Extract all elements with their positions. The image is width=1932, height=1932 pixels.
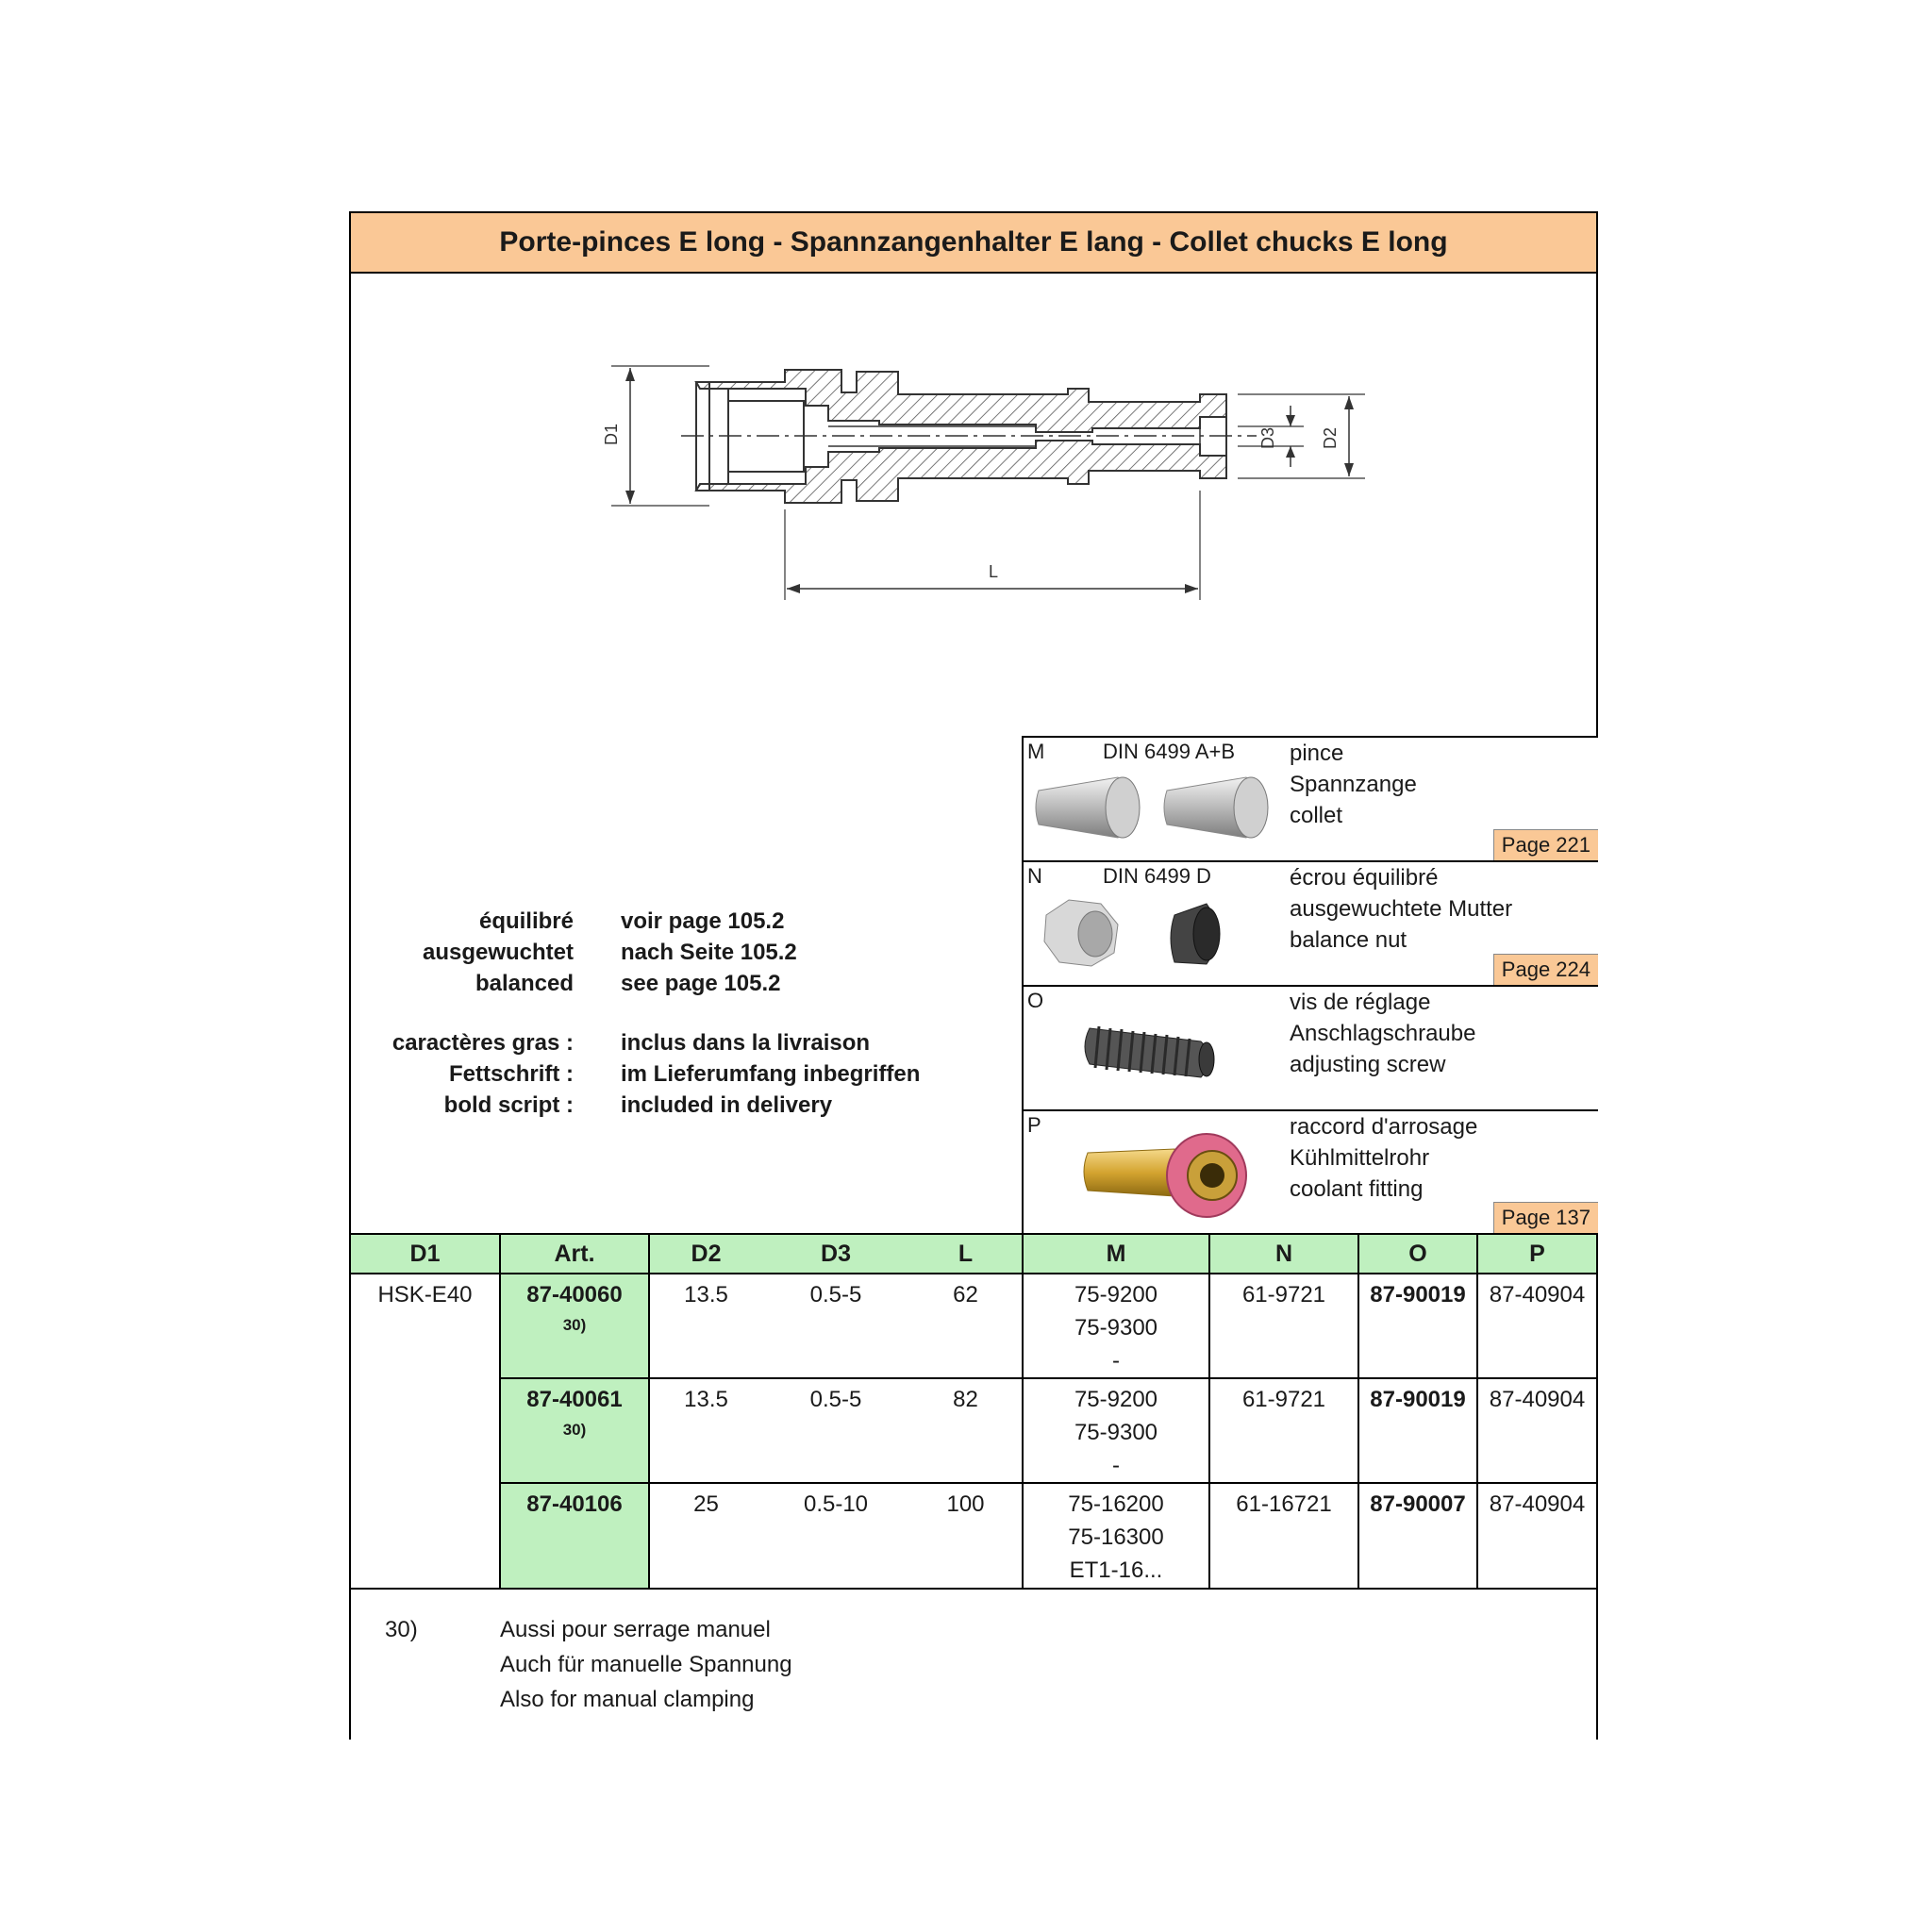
- cell-p: 87-40904: [1477, 1483, 1596, 1589]
- accessory-letter: P: [1027, 1113, 1041, 1137]
- note-label: ausgewuchtet: [422, 940, 574, 965]
- cell-o: 87-90019: [1358, 1274, 1477, 1378]
- desc-line: coolant fitting: [1290, 1176, 1424, 1202]
- collet-icon: [1033, 770, 1278, 845]
- d3-label: D3: [1258, 426, 1277, 449]
- cell-d2: 13.5: [649, 1378, 762, 1483]
- accessory-o: [1022, 985, 1598, 1111]
- table-row: [351, 1483, 1596, 1589]
- desc-line: raccord d'arrosage: [1290, 1114, 1478, 1140]
- article-number: 87-40106: [526, 1491, 623, 1517]
- nut-icon: [1042, 896, 1231, 972]
- header-d2: D2: [649, 1234, 762, 1274]
- m-value: 75-9300: [1074, 1420, 1158, 1445]
- cell-art[interactable]: [500, 1483, 649, 1589]
- accessory-desc: [1290, 987, 1475, 1080]
- desc-line: adjusting screw: [1290, 1052, 1446, 1077]
- m-value: 75-9200: [1074, 1387, 1158, 1412]
- page-reference[interactable]: Page 224: [1493, 954, 1598, 985]
- note-value: nach Seite 105.2: [621, 940, 797, 965]
- cell-n: 61-9721: [1209, 1274, 1358, 1378]
- header-d1: D1: [351, 1234, 500, 1274]
- cell-d1: HSK-E40: [351, 1274, 500, 1589]
- accessory-desc: [1290, 862, 1512, 956]
- balanced-values: [621, 906, 797, 999]
- article-number: 87-40061: [526, 1387, 623, 1412]
- cell-l: 100: [909, 1483, 1023, 1589]
- desc-line: écrou équilibré: [1290, 865, 1439, 891]
- note-label: Fettschrift :: [449, 1061, 574, 1087]
- header-m: M: [1023, 1234, 1209, 1274]
- cell-o: 87-90019: [1358, 1378, 1477, 1483]
- accessory-p: [1022, 1109, 1598, 1235]
- accessory-letter: O: [1027, 989, 1044, 1012]
- cell-d2: 25: [649, 1483, 762, 1589]
- screw-icon: [1080, 1009, 1231, 1094]
- accessory-m: [1022, 736, 1598, 862]
- bold-values: [621, 1027, 920, 1121]
- cell-d2: 13.5: [649, 1274, 762, 1378]
- note-value: inclus dans la livraison: [621, 1030, 871, 1056]
- note-label: caractères gras :: [391, 1030, 574, 1056]
- catalog-sheet: [349, 211, 1598, 1740]
- header-o: O: [1358, 1234, 1477, 1274]
- footnote-line: Aussi pour serrage manuel: [500, 1617, 771, 1642]
- cell-p: 87-40904: [1477, 1274, 1596, 1378]
- desc-line: Anschlagschraube: [1290, 1021, 1476, 1046]
- cell-n: 61-9721: [1209, 1378, 1358, 1483]
- article-table: [351, 1233, 1596, 1590]
- m-value: 75-9200: [1074, 1282, 1158, 1307]
- cell-m: [1023, 1483, 1209, 1589]
- accessory-desc: [1290, 1111, 1477, 1205]
- accessory-din: DIN 6499 D: [1103, 864, 1211, 888]
- desc-line: pince: [1290, 741, 1344, 766]
- cell-m: [1023, 1378, 1209, 1483]
- cell-art[interactable]: [500, 1378, 649, 1483]
- note-value: included in delivery: [621, 1092, 833, 1118]
- footnote-line: Auch für manuelle Spannung: [500, 1652, 792, 1677]
- m-value: 75-16300: [1068, 1524, 1164, 1550]
- note-value: im Lieferumfang inbegriffen: [621, 1061, 921, 1087]
- note-value: see page 105.2: [621, 971, 781, 996]
- m-value: -: [1112, 1453, 1120, 1478]
- page-title: Porte-pinces E long - Spannzangenhalter E lang - Collet chucks E long: [351, 213, 1596, 274]
- d2-label: D2: [1321, 426, 1340, 449]
- footnote-ref: 30): [562, 1421, 587, 1439]
- accessory-desc: [1290, 738, 1417, 831]
- footnote-number: 30): [385, 1617, 418, 1642]
- accessory-letter: N: [1027, 864, 1042, 888]
- accessory-letter: M: [1027, 740, 1045, 763]
- table-row: [351, 1274, 1596, 1378]
- cell-p: 87-40904: [1477, 1378, 1596, 1483]
- footnote-ref: 30): [562, 1316, 587, 1334]
- header-d3: D3: [762, 1234, 909, 1274]
- desc-line: vis de réglage: [1290, 990, 1431, 1015]
- cell-d3: 0.5-5: [762, 1274, 909, 1378]
- desc-line: balance nut: [1290, 927, 1407, 953]
- cell-d3: 0.5-5: [762, 1378, 909, 1483]
- table-header: [351, 1234, 1596, 1274]
- table-row: [351, 1378, 1596, 1483]
- header-l: L: [909, 1234, 1023, 1274]
- balanced-labels: [364, 906, 574, 999]
- cell-o: 87-90007: [1358, 1483, 1477, 1589]
- accessory-n: [1022, 860, 1598, 987]
- cell-art[interactable]: [500, 1274, 649, 1378]
- cell-l: 62: [909, 1274, 1023, 1378]
- footnote-line: Also for manual clamping: [500, 1687, 755, 1712]
- page-reference[interactable]: Page 221: [1493, 829, 1598, 860]
- note-value: voir page 105.2: [621, 908, 785, 934]
- cell-l: 82: [909, 1378, 1023, 1483]
- m-value: -: [1112, 1348, 1120, 1374]
- bold-labels: [351, 1027, 574, 1121]
- header-art: Art.: [500, 1234, 649, 1274]
- m-value: ET1-16...: [1069, 1557, 1163, 1583]
- note-label: bold script :: [443, 1092, 574, 1118]
- desc-line: Kühlmittelrohr: [1290, 1145, 1430, 1171]
- header-n: N: [1209, 1234, 1358, 1274]
- desc-line: Spannzange: [1290, 772, 1417, 797]
- d1-label: D1: [602, 423, 621, 445]
- m-value: 75-16200: [1068, 1491, 1164, 1517]
- accessory-din: DIN 6499 A+B: [1103, 740, 1236, 763]
- l-label: L: [989, 562, 999, 581]
- note-label: équilibré: [478, 908, 574, 934]
- cell-m: [1023, 1274, 1209, 1378]
- desc-line: collet: [1290, 803, 1343, 828]
- coolant-fitting-icon: [1080, 1128, 1269, 1223]
- m-value: 75-9300: [1074, 1315, 1158, 1341]
- page-reference[interactable]: Page 137: [1493, 1202, 1598, 1233]
- cell-d3: 0.5-10: [762, 1483, 909, 1589]
- footnote-text: [500, 1612, 792, 1717]
- header-p: P: [1477, 1234, 1596, 1274]
- article-number: 87-40060: [526, 1282, 623, 1307]
- note-label: balanced: [475, 971, 574, 996]
- cell-n: 61-16721: [1209, 1483, 1358, 1589]
- desc-line: ausgewuchtete Mutter: [1290, 896, 1513, 922]
